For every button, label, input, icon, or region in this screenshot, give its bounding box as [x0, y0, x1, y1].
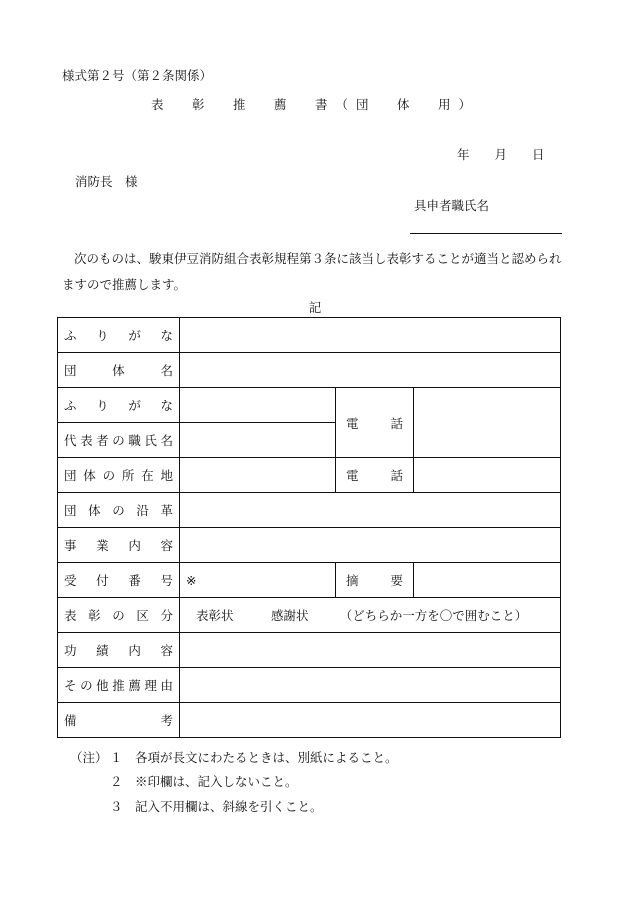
addressee: 消防長 様	[75, 174, 138, 189]
label-achievements: 功績内容	[58, 633, 180, 668]
award-options[interactable]: 表彰状 感謝状 （どちらか一方を〇で囲むこと）	[180, 598, 561, 633]
business-field[interactable]	[180, 528, 561, 563]
phone-field[interactable]	[414, 388, 561, 458]
table-row	[58, 563, 561, 598]
form-number: 様式第２号（第２条関係）	[62, 68, 213, 83]
table-row	[58, 633, 561, 668]
label-address: 団体の所在地	[58, 458, 180, 493]
note-3: ３ 記入不用欄は、斜線を引くこと。	[110, 799, 323, 814]
label-summary: 摘要	[336, 563, 414, 598]
notes-prefix: （注）	[70, 750, 108, 765]
address-field[interactable]	[180, 458, 336, 493]
document-title: 表 彰 推 薦 書（団 体 用）	[150, 97, 479, 112]
receipt-number-field	[180, 563, 336, 598]
label-group-name: 団体名	[58, 353, 180, 388]
label-history: 団体の沿革	[58, 493, 180, 528]
body-text: 次のものは、駿東伊豆消防組合表彰規程第３条に該当し表彰することが適当と認められますので推薦します。	[62, 251, 562, 292]
table-row	[58, 353, 561, 388]
label-business: 事業内容	[58, 528, 180, 563]
label-remarks: 備考	[58, 703, 180, 738]
record-mark: 記	[308, 300, 322, 315]
representative-field[interactable]	[180, 423, 336, 458]
group-name-field[interactable]	[180, 353, 561, 388]
table-row	[58, 598, 561, 633]
table-row	[58, 318, 561, 353]
label-receipt-number: 受付番号	[58, 563, 180, 598]
signature-line	[410, 233, 562, 234]
address-phone-field[interactable]	[414, 458, 561, 493]
receipt-mark: ※	[186, 572, 197, 588]
label-rep-furigana: ふりがな	[58, 388, 180, 423]
applicant-name-label: 具申者職氏名	[414, 198, 490, 213]
table-row	[58, 493, 561, 528]
summary-field[interactable]	[414, 563, 561, 598]
label-phone: 電話	[336, 458, 414, 493]
furigana-field[interactable]	[180, 318, 561, 353]
table-row	[58, 388, 561, 423]
note-1: １ 各項が長文にわたるときは、別紙によること。	[110, 750, 398, 765]
note-2: ２ ※印欄は、記入しないこと。	[110, 774, 298, 789]
table-row	[58, 458, 561, 493]
other-reasons-field[interactable]	[180, 668, 561, 703]
history-field[interactable]	[180, 493, 561, 528]
table-row	[58, 668, 561, 703]
remarks-field[interactable]	[180, 703, 561, 738]
label-representative: 代表者の職氏名	[58, 423, 180, 458]
label-phone: 電話	[336, 388, 414, 458]
label-furigana: ふりがな	[58, 318, 180, 353]
label-other-reasons: その他推薦理由	[58, 668, 180, 703]
recommendation-form-table	[57, 317, 561, 738]
table-row	[58, 703, 561, 738]
rep-furigana-field[interactable]	[180, 388, 336, 423]
table-row	[58, 528, 561, 563]
label-award-type: 表彰の区分	[58, 598, 180, 633]
date-line: 年 月 日	[457, 147, 545, 162]
achievements-field[interactable]	[180, 633, 561, 668]
